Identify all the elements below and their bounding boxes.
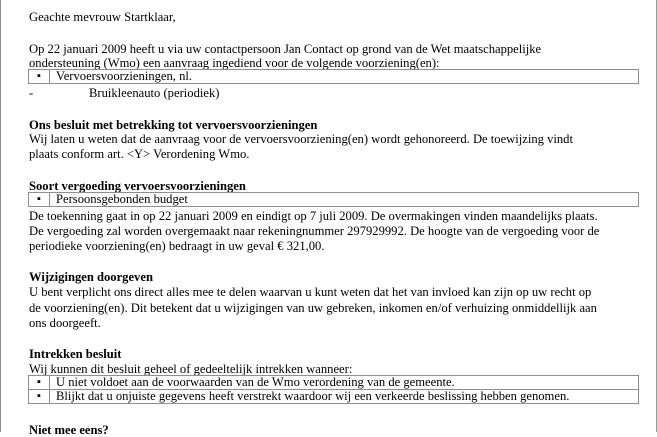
vergoeding-text: Persoonsgebonden budget xyxy=(50,193,639,207)
provisions-list xyxy=(28,69,639,84)
besluit-line-2: plaats conform art. <Y> Verordening Wmo. xyxy=(29,147,250,161)
bullet-icon: ▪ xyxy=(29,70,50,84)
sub-item xyxy=(29,86,219,100)
besluit-line-1: Wij laten u weten dat de aanvraag voor de vervoersvoorziening(en) wordt gehonoreerd. De toewijzing vindt xyxy=(29,132,573,146)
salutation: Geachte mevrouw Startklaar, xyxy=(29,10,176,24)
provision-text: Vervoersvoorzieningen, nl. xyxy=(50,70,639,84)
wijzigingen-line-3: ons doorgeeft. xyxy=(29,316,101,330)
intro-line-1: Op 22 januari 2009 heeft u via uw contactpersoon Jan Contact op grond van de Wet maatschappelijke xyxy=(29,42,542,56)
heading-wijzigingen: Wijzigingen doorgeven xyxy=(29,270,153,284)
vergoeding-list xyxy=(28,192,639,207)
intrekken-item-1: U niet voldoet aan de voorwaarden van de Wmo verordening van de gemeente. xyxy=(50,376,639,390)
intro-line-2: ondersteuning (Wmo) een aanvraag ingediend voor de volgende voorziening(en): xyxy=(29,56,440,70)
list-item xyxy=(29,376,639,390)
vergoeding-line-3: periodieke voorziening(en) bedraagt in uw geval € 321,00. xyxy=(29,239,325,253)
list-item xyxy=(29,70,639,84)
heading-intrekken: Intrekken besluit xyxy=(29,347,122,361)
bullet-icon: ▪ xyxy=(29,390,50,404)
vergoeding-line-2: De vergoeding zal worden overgemaakt naar rekeningnummer 297929992. De hoogte van de vergoeding voor de xyxy=(29,224,600,238)
sub-item-text: Bruikleenauto (periodiek) xyxy=(89,86,220,100)
dash-marker: - xyxy=(29,86,34,100)
bullet-icon: ▪ xyxy=(29,376,50,390)
heading-niet-eens: Niet mee eens? xyxy=(29,423,109,437)
heading-vergoeding: Soort vergoeding vervoersvoorzieningen xyxy=(29,179,246,193)
list-item xyxy=(29,390,639,404)
bullet-icon: ▪ xyxy=(29,193,50,207)
wijzigingen-line-2: de voorziening(en). Dit betekent dat u wijzigingen van uw gebreken, inkomen en/of verhuizing onmiddellijk aan xyxy=(29,301,597,315)
intrekken-line-1: Wij kunnen dit besluit geheel of gedeeltelijk intrekken wanneer: xyxy=(29,362,353,376)
heading-besluit: Ons besluit met betrekking tot vervoersvoorzieningen xyxy=(29,118,318,132)
vergoeding-line-1: De toekenning gaat in op 22 januari 2009 en eindigt op 7 juli 2009. De overmakingen vinden maandelijks plaats. xyxy=(29,209,598,223)
intrekken-item-2: Blijkt dat u onjuiste gegevens heeft verstrekt waardoor wij een verkeerde beslissing hebben genomen. xyxy=(50,390,639,404)
list-item xyxy=(29,193,639,207)
wijzigingen-line-1: U bent verplicht ons direct alles mee te delen waarvan u kunt weten dat het van invloed kan zijn op uw recht op xyxy=(29,285,592,299)
intrekken-list xyxy=(28,375,639,404)
